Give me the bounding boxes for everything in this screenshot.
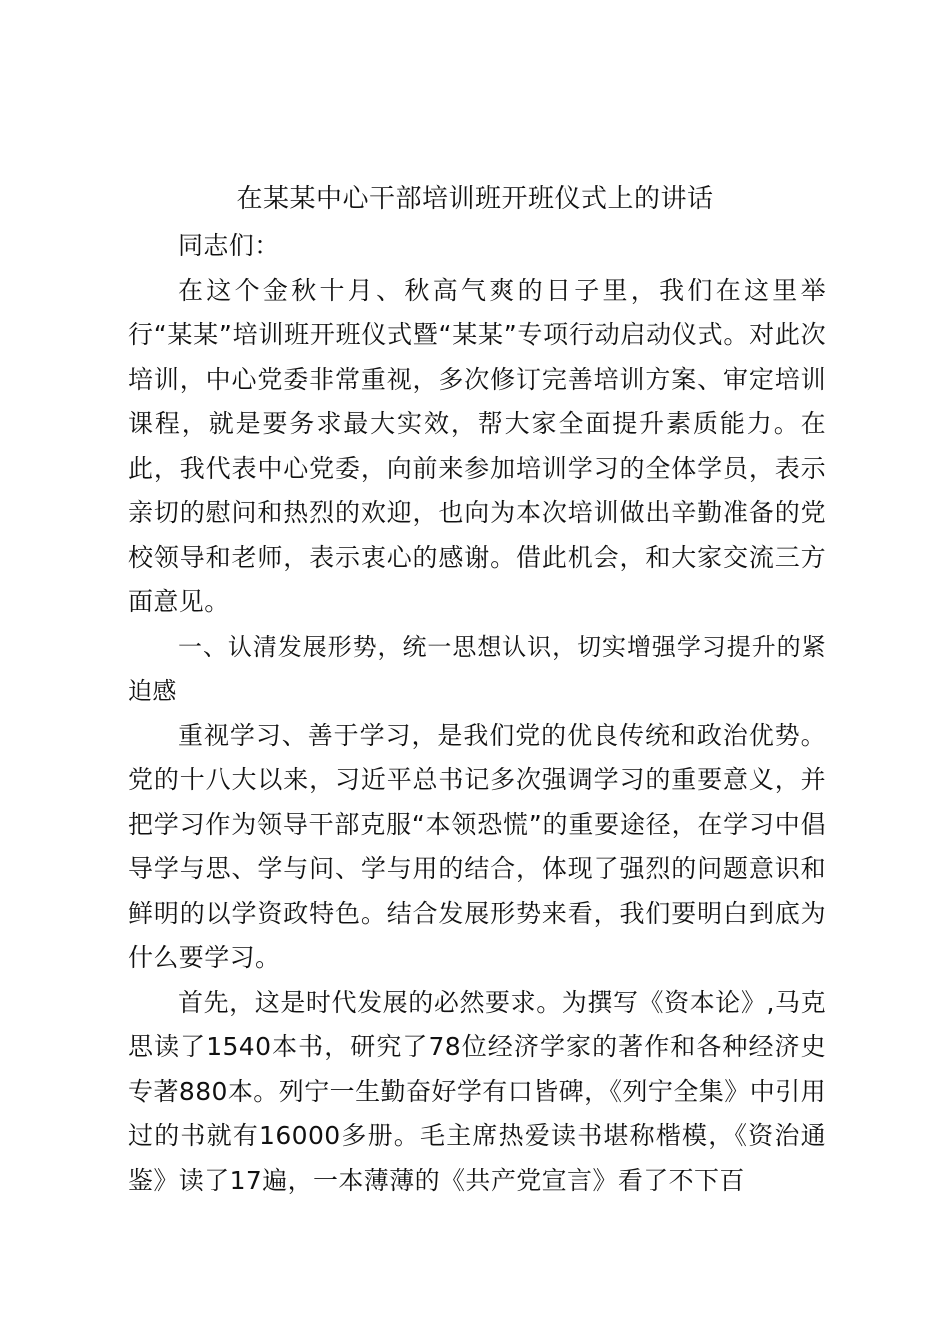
paragraph-first-point: 首先，这是时代发展的必然要求。为撰写《资本论》,马克思读了1540本书，研究了78位经济学家的著作和各种经济史专著880本。列宁一生勤奋好学有口皆碑，《列宁全集》中引用过的书就有16000多册。毛主席热爱读书堪称楷模，《资治通鉴》读了17遍，一本薄薄的《共产党宣言》看了不下百 [128, 987, 826, 1195]
paragraph-intro: 在这个金秋十月、秋高气爽的日子里，我们在这里举行“某某”培训班开班仪式暨“某某”专项行动启动仪式。对此次培训，中心党委非常重视，多次修订完善培训方案、审定培训课程，就是要务求最大实效，帮大家全面提升素质能力。在此，我代表中心党委，向前来参加培训学习的全体学员，表示亲切的慰问和热烈的欢迎，也向为本次培训做出辛勤准备的党校领导和老师，表示衷心的感谢。借此机会，和大家交流三方面意见。 [128, 275, 826, 616]
paragraph-learning: 重视学习、善于学习，是我们党的优良传统和政治优势。党的十八大以来，习近平总书记多次强调学习的重要意义，并把学习作为领导干部克服“本领恐慌”的重要途径，在学习中倡导学与思、学与问、学与用的结合，体现了强烈的问题意识和鲜明的以学资政特色。结合发展形势来看，我们要明白到底为什么要学习。 [128, 720, 826, 972]
document-title: 在某某中心干部培训班开班仪式上的讲话 [236, 184, 714, 214]
document-body [128, 224, 826, 1203]
salutation: 同志们： [178, 231, 280, 260]
section-heading-1: 一、认清发展形势，统一思想认识，切实增强学习提升的紧迫感 [128, 632, 826, 705]
